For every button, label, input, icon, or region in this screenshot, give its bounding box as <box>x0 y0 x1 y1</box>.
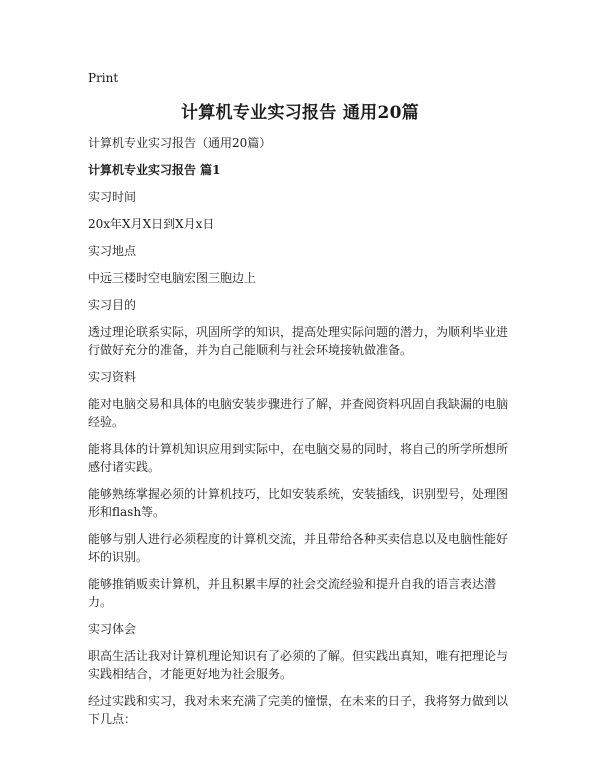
goal-label: 实习目的 <box>88 298 137 312</box>
materials-label: 实习资料 <box>88 370 137 384</box>
place-value: 中远三楼时空电脑宏图三胞边上 <box>88 271 257 285</box>
time-label: 实习时间 <box>88 190 137 204</box>
subtitle: 计算机专业实习报告（通用20篇） <box>88 136 272 150</box>
section-heading: 计算机专业实习报告 篇1 <box>88 163 221 177</box>
materials-item: 能将具体的计算机知识应用到实际中，在电脑交易的同时，将自己的所学所想所感付诸实践。 <box>88 442 509 474</box>
time-value: 20x年X月X日到X月x日 <box>88 217 215 231</box>
experience-paragraph: 职高生活让我对计算机理论知识有了必须的了解。但实践出真知，唯有把理论与实践相结合，才能更好地为社会服务。 <box>88 649 509 681</box>
materials-item: 能够推销贩卖计算机，并且积累丰厚的社会交流经验和提升自我的语言表达潜力。 <box>88 577 497 609</box>
goal-text: 透过理论联系实际，巩固所学的知识，提高处理实际问题的潜力，为顺利毕业进行做好充分的准备，并为自己能顺利与社会环境接轨做准备。 <box>88 325 509 357</box>
materials-item: 能够与别人进行必须程度的计算机交流，并且带给各种买卖信息以及电脑性能好坏的识别。 <box>88 532 509 564</box>
experience-label: 实习体会 <box>88 622 137 636</box>
place-label: 实习地点 <box>88 244 137 258</box>
materials-item: 能够熟练掌握必须的计算机技巧，比如安装系统，安装插线，识别型号，处理图形和flash等。 <box>88 487 509 519</box>
experience-paragraph: 经过实践和实习，我对未来充满了完美的憧憬，在未来的日子，我将努力做到以下几点： <box>88 694 509 726</box>
page-title: 计算机专业实习报告 通用20篇 <box>180 103 420 123</box>
print-link[interactable]: Print <box>88 71 119 85</box>
materials-item: 能对电脑交易和具体的电脑安装步骤进行了解，并查阅资料巩固自我缺漏的电脑经验。 <box>88 397 509 429</box>
